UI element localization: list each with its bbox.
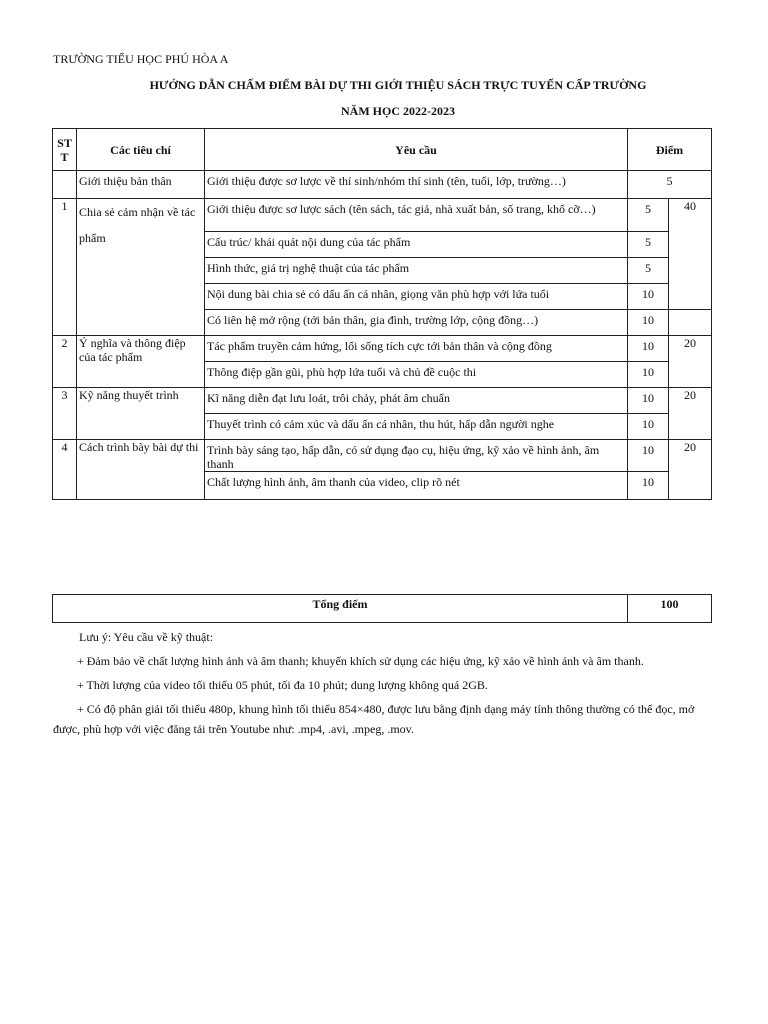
total-table <box>52 594 712 623</box>
header-criteria: Các tiêu chí <box>77 129 205 171</box>
header-score: Điểm <box>628 129 712 171</box>
header-stt: ST T <box>53 129 77 171</box>
requirement-cell: Cấu trúc/ khái quát nội dung của tác phẩm <box>205 232 628 258</box>
requirement-cell: Thuyết trình có cảm xúc và dấu ấn cá nhân, thu hút, hấp dẫn người nghe <box>205 414 628 440</box>
intro-criterion: Giới thiệu bản thân <box>77 171 205 199</box>
group-stt: 1 <box>53 199 77 336</box>
intro-requirement: Giới thiệu được sơ lược về thí sinh/nhóm thí sinh (tên, tuổi, lớp, trường…) <box>205 171 628 199</box>
group-criterion: Kỹ năng thuyết trình <box>77 388 205 440</box>
requirement-cell: Có liên hệ mở rộng (tới bản thân, gia đình, trường lớp, cộng đồng…) <box>205 310 628 336</box>
requirement-cell: Hình thức, giá trị nghệ thuật của tác phẩm <box>205 258 628 284</box>
requirement-cell: Tác phẩm truyền cảm hứng, lối sống tích cực tới bản thân và cộng đồng <box>205 336 628 362</box>
group-stt: 3 <box>53 388 77 440</box>
school-name: TRƯỜNG TIỂU HỌC PHÚ HÒA A <box>53 52 229 66</box>
note-item: + Có độ phân giải tối thiểu 480p, khung hình tối thiểu 854×480, được lưu bằng định dạng máy tính thông thường có thể đọc, mở được, phù hợp với việc đăng tải trên Youtube như: .mp4, .avi, .mpeg, .mov. <box>53 702 695 736</box>
school-year: NĂM HỌC 2022-2023 <box>341 104 455 118</box>
score-cell: 10 <box>628 362 669 388</box>
group-criterion: Chia sẻ cảm nhận về tác phẩm <box>77 199 205 336</box>
total-label: Tổng điểm <box>53 595 628 623</box>
notes-title: Lưu ý: Yêu cầu về kỹ thuật: <box>79 630 214 644</box>
requirement-cell: Kĩ năng diễn đạt lưu loát, trôi chảy, phát âm chuẩn <box>205 388 628 414</box>
group-total: 40 <box>669 199 712 310</box>
group-total: 20 <box>669 440 712 500</box>
score-cell: 5 <box>628 258 669 284</box>
score-cell: 10 <box>628 388 669 414</box>
table-row <box>53 171 712 199</box>
table-row <box>53 336 712 362</box>
requirement-cell: Thông điệp gần gũi, phù hợp lứa tuổi và chủ đề cuộc thi <box>205 362 628 388</box>
score-cell: 10 <box>628 310 669 336</box>
group-total: 20 <box>669 388 712 440</box>
empty-cell <box>669 310 712 336</box>
score-cell: 5 <box>628 199 669 232</box>
table-row <box>53 388 712 414</box>
intro-score: 5 <box>628 171 712 199</box>
requirement-cell: Chất lượng hình ảnh, âm thanh của video, clip rõ nét <box>205 472 628 500</box>
score-cell: 10 <box>628 472 669 500</box>
group-total: 20 <box>669 336 712 388</box>
requirement-cell: Giới thiệu được sơ lược sách (tên sách, tác giả, nhà xuất bản, số trang, khổ cỡ…) <box>205 199 628 232</box>
group-stt: 4 <box>53 440 77 500</box>
note-item: + Thời lượng của video tối thiểu 05 phút, tối đa 10 phút; dung lượng không quá 2GB. <box>77 678 488 692</box>
requirement-cell: Nội dung bài chia sẻ có dấu ấn cá nhân, giọng văn phù hợp với lứa tuổi <box>205 284 628 310</box>
table-row <box>53 440 712 472</box>
note-item: + Đảm bảo về chất lượng hình ảnh và âm thanh; khuyến khích sử dụng các hiệu ứng, kỹ xảo về hình ảnh và âm thanh. <box>77 654 644 668</box>
group-criterion: Ý nghĩa và thông điệp của tác phẩm <box>77 336 205 388</box>
table-row <box>53 199 712 232</box>
requirement-cell: Trình bày sáng tạo, hấp dẫn, có sử dụng đạo cụ, hiệu ứng, kỹ xảo về hình ảnh, âm thanh <box>205 440 628 472</box>
score-cell: 10 <box>628 284 669 310</box>
intro-stt <box>53 171 77 199</box>
criteria-table <box>52 128 712 500</box>
technical-notes <box>53 627 715 743</box>
group-criterion: Cách trình bày bài dự thi <box>77 440 205 500</box>
total-value: 100 <box>628 595 712 623</box>
score-cell: 10 <box>628 414 669 440</box>
score-cell: 10 <box>628 336 669 362</box>
score-cell: 5 <box>628 232 669 258</box>
score-cell: 10 <box>628 440 669 472</box>
group-stt: 2 <box>53 336 77 388</box>
document-title: HƯỚNG DẪN CHẤM ĐIỂM BÀI DỰ THI GIỚI THIỆU SÁCH TRỰC TUYẾN CẤP TRƯỜNG <box>149 78 647 92</box>
header-requirement: Yêu cầu <box>205 129 628 171</box>
